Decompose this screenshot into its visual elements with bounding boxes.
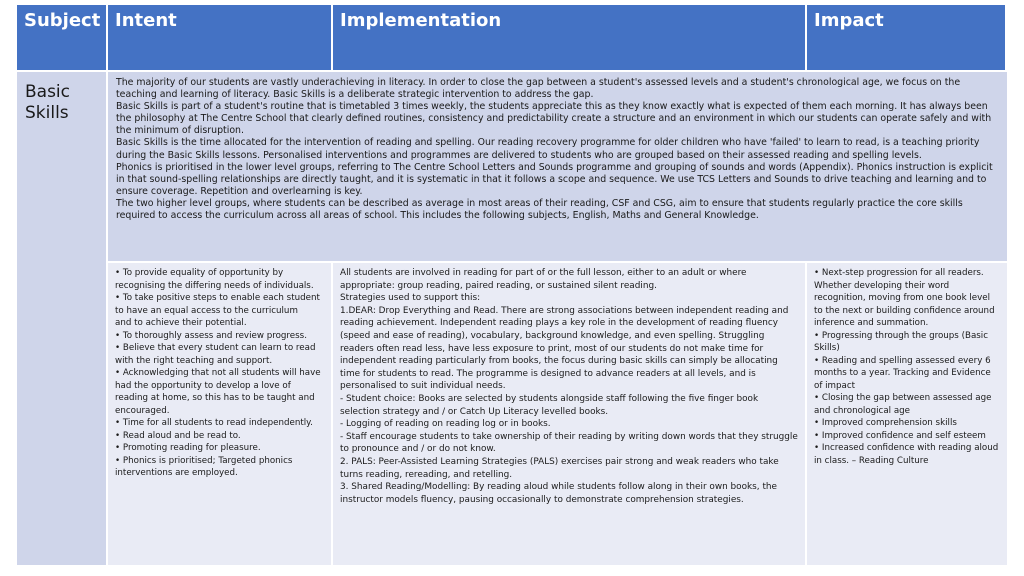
implementation-item: 2. PALS: Peer-Assisted Learning Strategies (PALS) exercises pair strong and weak readers who take turns reading, rereading, and retelling. bbox=[340, 456, 779, 480]
overview-paragraph: Basic Skills is part of a student's routine that is timetabled 3 times weekly, the students appreciate this as they know exactly what is expected of them each morning. It has always been the philosophy at The Centre School that clearly defined routines, consistency and predictability create a structure and an environment in which our students can operate safely and with the minimum of disruption. bbox=[116, 101, 992, 137]
subject-cell: Basic Skills bbox=[17, 70, 108, 565]
impact-item: • Closing the gap between assessed age and chronological age bbox=[814, 393, 992, 416]
header-implementation: Implementation bbox=[333, 5, 807, 70]
intent-item: • Phonics is prioritised; Targeted phonics interventions are employed. bbox=[115, 455, 293, 478]
impact-item: • Increased confidence with reading aloud in class. – Reading Culture bbox=[814, 443, 999, 466]
impact-item: • Improved confidence and self esteem bbox=[814, 430, 986, 441]
impact-item: • Next-step progression for all readers. Whether developing their word recognition, moving from one book level to the next or building confidence around inference and summation. bbox=[814, 268, 995, 328]
implementation-item: - Student choice: Books are selected by students alongside staff following the five finger book selection strategy and / or Catch Up Literacy levelled books. bbox=[340, 393, 759, 417]
intent-item: • Read aloud and be read to. bbox=[115, 430, 241, 441]
header-subject: Subject bbox=[17, 5, 108, 70]
intent-item: and to achieve their potential. bbox=[115, 318, 247, 328]
overview-paragraph: The majority of our students are vastly underachieving in literacy. In order to close the gap between a student's assessed levels and a student's chronological age, we focus on the teaching and learning of literacy. Basic Skills is a deliberate strategic intervention to address the gap. bbox=[116, 77, 961, 101]
overview-cell bbox=[108, 70, 1007, 261]
overview-paragraph: The two higher level groups, where students can be described as average in most areas of their reading, CSF and CSG, aim to ensure that students regularly practice the core skills required to access the curriculum across all areas of school. This includes the following subjects, English, Maths and General Knowledge. bbox=[116, 197, 963, 222]
intent-item: • Acknowledging that not all students will have had the opportunity to develop a love of reading at home, so this has to be taught and encouraged. bbox=[115, 368, 321, 416]
intent-cell bbox=[108, 261, 333, 565]
impact-cell bbox=[807, 261, 1007, 565]
header-impact: Impact bbox=[807, 5, 1007, 70]
intent-item: • To take positive steps to enable each student to have an equal access to the curriculum bbox=[115, 293, 320, 316]
intent-item: • Time for all students to read independently. bbox=[115, 418, 313, 428]
implementation-cell bbox=[333, 261, 807, 565]
intent-item: • Believe that every student can learn to read with the right teaching and support. bbox=[115, 343, 316, 366]
implementation-item: - Logging of reading on reading log or in books. bbox=[340, 419, 551, 430]
curriculum-table bbox=[17, 5, 1007, 565]
overview-paragraph: Phonics is prioritised in the lower level groups, referring to The Centre School Letters and Sounds programme and grouping of sounds and words (Appendix). Phonics instruction is explicit in that sound-spelling relationships are directly taught, and it is systematic in that it follows a scope and sequence. We use TCS Letters and Sounds to drive teaching and learning and to ensure coverage. Repetition and overlearning is key. bbox=[116, 161, 993, 197]
intent-item: • Promoting reading for pleasure. bbox=[115, 443, 261, 453]
overview-paragraph: Basic Skills is the time allocated for the intervention of reading and spelling. Our reading recovery programme for older children who have 'failed' to learn to read, is a teaching priority during the Basic Skills lessons. Personalised interventions and programmes are delivered to students who are grouped based on their assessed reading and spelling levels. bbox=[116, 137, 980, 161]
impact-item: • Progressing through the groups (Basic Skills) bbox=[814, 330, 988, 353]
intent-item: • To thoroughly assess and review progress. bbox=[115, 330, 307, 341]
implementation-item: Strategies used to support this: bbox=[340, 293, 481, 304]
intent-item: • To provide equality of opportunity by recognising the differing needs of individuals. bbox=[115, 268, 314, 291]
implementation-item: 1.DEAR: Drop Everything and Read. There are strong associations between independent reading and reading achievement. Independent reading plays a key role in the development of reading fluency (speed and ease of reading), vocabulary, background knowledge, and even spelling. Struggling readers often read less, have less exposure to print, most of our students do not make time for independent reading particularly from books, the focus during basic skills can simply be allocating time for students to read. The programme is designed to advance readers at all levels, and is personalised to suit individual needs. bbox=[340, 305, 789, 392]
implementation-item: - Staff encourage students to take ownership of their reading by writing down words that they struggle to pronounce and / or do not know. bbox=[340, 431, 798, 455]
impact-item: • Improved comprehension skills bbox=[814, 418, 957, 428]
implementation-item: 3. Shared Reading/Modelling: By reading aloud while students follow along in their own books, the instructor models fluency, pausing occasionally to demonstrate comprehension strategies. bbox=[340, 482, 778, 505]
header-intent: Intent bbox=[108, 5, 333, 70]
impact-item: • Reading and spelling assessed every 6 months to a year. Tracking and Evidence of impact bbox=[814, 355, 991, 391]
implementation-item: All students are involved in reading for part of or the full lesson, either to an adult or where appropriate: group reading, paired reading, or sustained silent reading. bbox=[340, 268, 747, 291]
